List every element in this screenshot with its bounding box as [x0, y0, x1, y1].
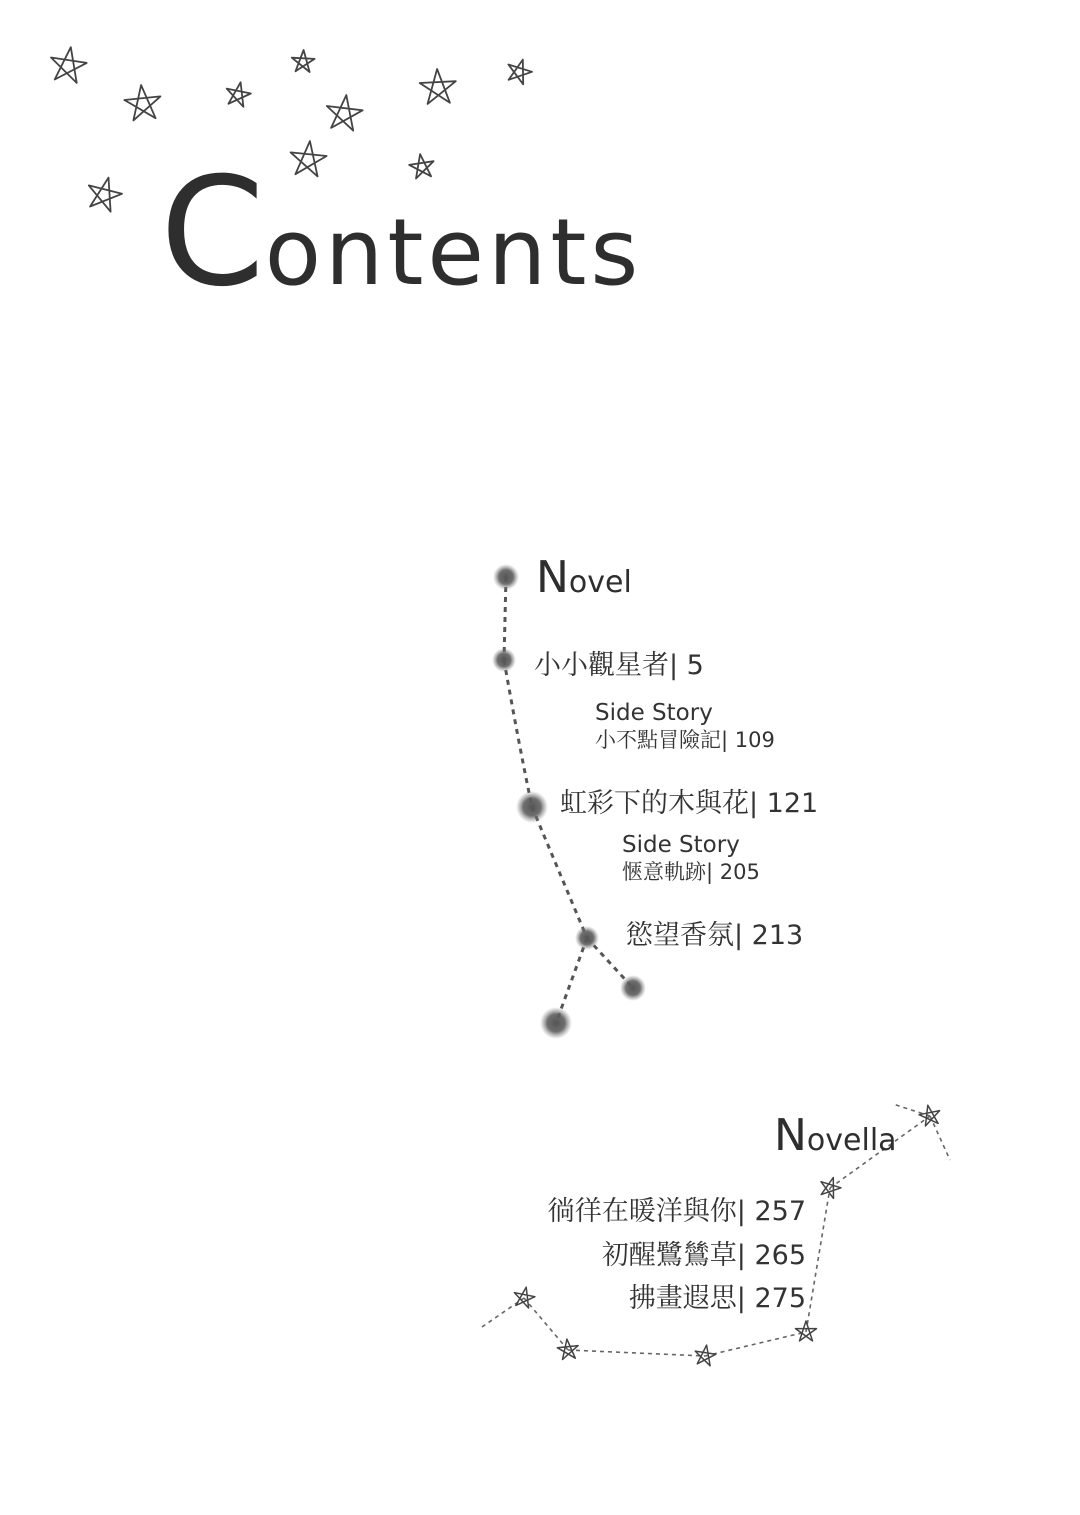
constellation-star-icon: [575, 926, 599, 950]
constellation-star-icon: [540, 1007, 572, 1039]
star-icon: [124, 85, 160, 120]
star-icon: [420, 69, 456, 104]
star-icon: [327, 95, 363, 131]
toc-entry[interactable]: 虹彩下的木與花| 121: [560, 788, 819, 819]
novel-section-label: [536, 552, 632, 603]
star-icon: [51, 47, 87, 83]
novella-label-rest: ovella: [806, 1123, 897, 1158]
toc-entry[interactable]: 愜意軌跡| 205: [622, 859, 760, 884]
toc-entry[interactable]: 小不點冒險記| 109: [595, 727, 775, 752]
toc-entry[interactable]: 徜徉在暖洋與你| 257: [547, 1196, 806, 1227]
page-title-initial: C: [160, 146, 265, 320]
page-title-rest: ontents: [264, 199, 643, 306]
star-icon: [227, 82, 251, 107]
constellation-star-icon: [493, 564, 519, 590]
side-story-block: [595, 700, 775, 753]
star-icon: [89, 178, 122, 212]
toc-entry[interactable]: 小小觀星者| 5: [534, 650, 704, 681]
constellation-star-icon: [492, 648, 516, 672]
side-story-label: Side Story: [622, 832, 740, 858]
toc-entry[interactable]: 慾望香氛| 213: [626, 920, 804, 951]
toc-entry[interactable]: 初醒鷺鷥草| 265: [601, 1240, 806, 1271]
side-story-label: Side Story: [595, 700, 713, 726]
star-icon: [292, 50, 315, 72]
page-title: [160, 146, 643, 320]
star-icon: [508, 60, 532, 85]
constellation-star-icon: [516, 791, 548, 823]
side-story-block: [622, 832, 760, 885]
novella-section-label: [774, 1110, 897, 1161]
toc-entry[interactable]: 拂畫遐思| 275: [628, 1283, 806, 1314]
novel-label-initial: N: [536, 552, 569, 603]
constellation-star-icon: [620, 975, 646, 1001]
novella-label-initial: N: [774, 1110, 807, 1161]
novel-label-rest: ovel: [568, 565, 632, 600]
